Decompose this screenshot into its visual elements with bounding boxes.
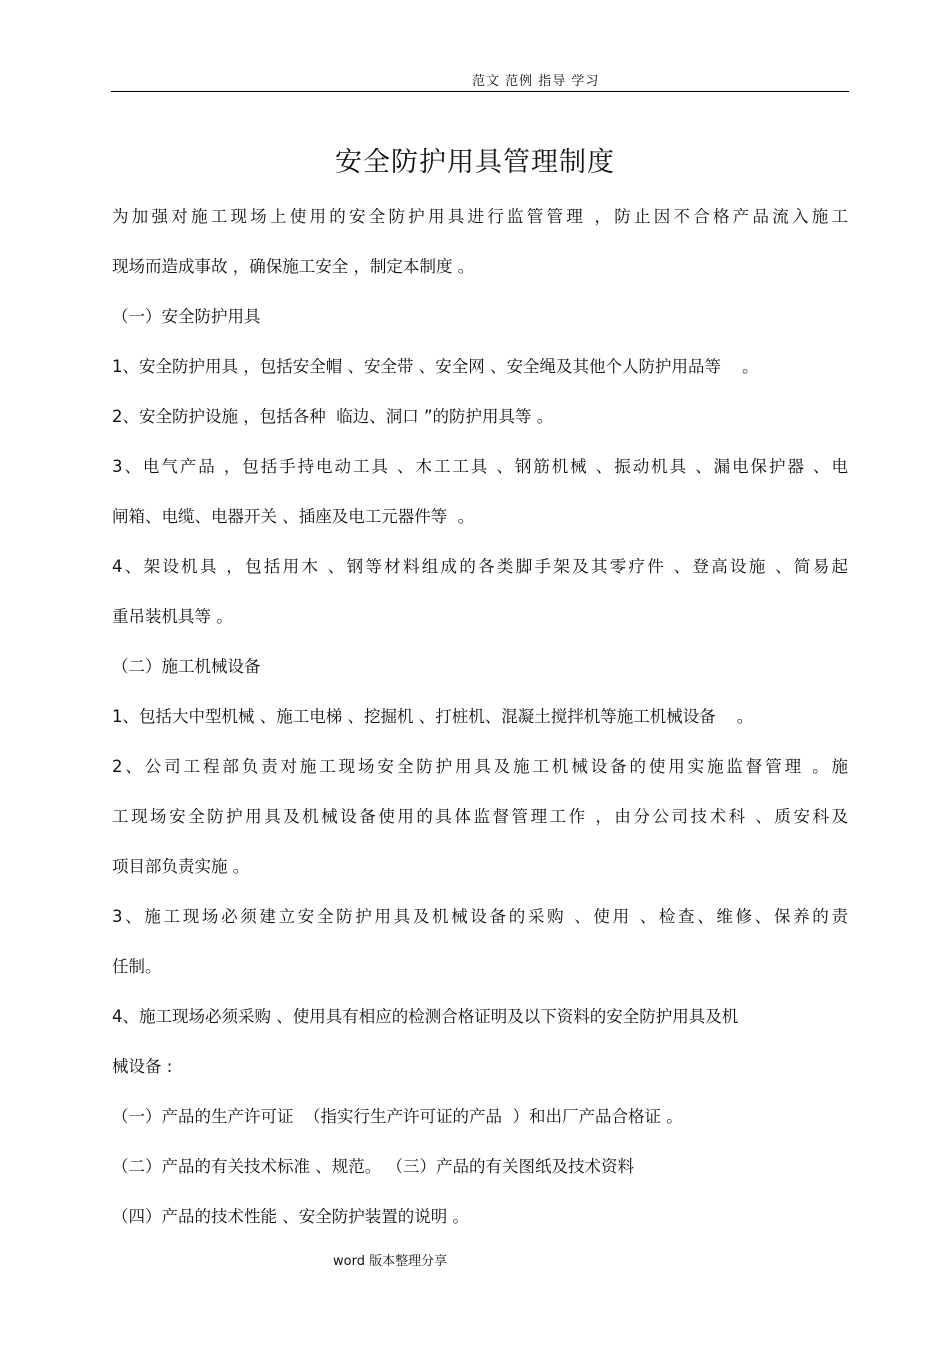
document-title: 安全防护用具管理制度	[335, 147, 615, 178]
section-heading-1: （一）安全防护用具	[112, 307, 261, 326]
item-2-4-line-2: 械设备 :	[112, 1057, 173, 1076]
item-1-2: 2、安全防护设施 ，包括各种 临边、洞口 ”的防护用具等 。	[112, 407, 554, 426]
sub-item-4: （四）产品的技术性能 、安全防护装置的说明 。	[112, 1207, 469, 1226]
item-2-2-line-2: 工现场安全防护用具及机械设备使用的具体监督管理工作 ，由分公司技术科 、质安科及	[112, 807, 848, 826]
item-1-4-line-2: 重吊装机具等 。	[112, 607, 233, 626]
item-1-3-line-1: 3、电气产品 ，包括手持电动工具 、木工工具 、钢筋机械 、振动机具 、漏电保护器 、电	[112, 457, 848, 476]
item-1-4-line-1: 4、架设机具 ，包括用木 、钢等材料组成的各类脚手架及其零疗件 、登高设施 、简易起	[112, 557, 848, 576]
paragraph-intro-line-1: 为加强对施工现场上使用的安全防护用具进行监管管理 ，防止因不合格产品流入施工	[112, 207, 848, 226]
section-heading-2: （二）施工机械设备	[112, 657, 261, 676]
item-1-3-line-2: 闸箱、电缆、电器开关 、插座及电工元器件等 。	[112, 507, 475, 526]
item-2-2-line-3: 项目部负责实施 。	[112, 857, 250, 876]
sub-item-1: （一）产品的生产许可证 （指实行生产许可证的产品 ）和出厂产品合格证 。	[112, 1107, 683, 1126]
sub-item-2-3: （二）产品的有关技术标准 、规范。 （三）产品的有关图纸及技术资料	[112, 1157, 634, 1176]
item-2-3-line-2: 任制。	[112, 957, 162, 976]
page-footer: word 版本整理分享	[333, 1254, 448, 1269]
item-2-2-line-1: 2、公司工程部负责对施工现场安全防护用具及施工机械设备的使用实施监督管理 。施	[112, 757, 848, 776]
item-1-1: 1、安全防护用具 ，包括安全帽 、安全带 、安全网 、安全绳及其他个人防护用品等 。	[112, 357, 759, 376]
paragraph-intro-line-2: 现场而造成事故 ，确保施工安全 ，制定本制度 。	[112, 257, 475, 276]
item-2-4-line-1: 4、施工现场必须采购 、使用具有相应的检测合格证明及以下资料的安全防护用具及机	[112, 1007, 739, 1026]
item-2-3-line-1: 3、施工现场必须建立安全防护用具及机械设备的采购 、使用 、检查、维修、保养的责	[112, 907, 848, 926]
item-2-1: 1、包括大中型机械 、施工电梯 、挖掘机 、打桩机、混凝土搅拌机等施工机械设备 。	[112, 707, 754, 726]
header-divider	[111, 91, 849, 92]
page-header: 范文 范例 指导 学习	[472, 74, 600, 89]
